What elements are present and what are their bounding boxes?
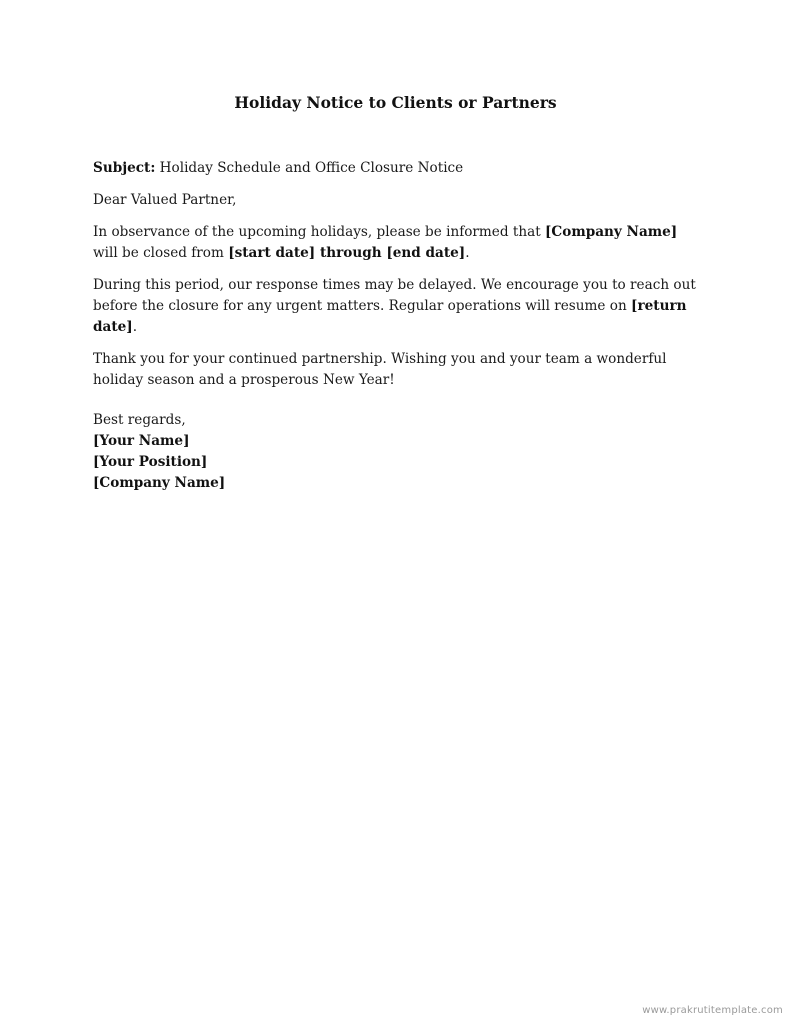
signer-company: [Company Name] xyxy=(93,475,226,491)
company-placeholder: [Company Name] xyxy=(545,224,678,240)
paragraph-closure-info xyxy=(93,222,703,264)
letter-body xyxy=(93,158,703,402)
closing-regards: Best regards, xyxy=(93,412,186,428)
subject-text: Holiday Schedule and Office Closure Notice xyxy=(155,160,464,176)
paragraph-response-times xyxy=(93,275,703,338)
signer-position: [Your Position] xyxy=(93,454,208,470)
document-title: Holiday Notice to Clients or Partners xyxy=(234,93,557,112)
paragraph-text: In observance of the upcoming holidays, please be informed that xyxy=(93,224,545,240)
salutation: Dear Valued Partner, xyxy=(93,192,237,208)
paragraph-text: During this period, our response times may be delayed. We encourage you to reach out before the closure for any urgent matters. Regular operations will resume on xyxy=(93,277,696,314)
signature-block xyxy=(93,410,225,494)
watermark-url: www.prakrutitemplate.com xyxy=(642,1005,783,1016)
paragraph-text: will be closed from xyxy=(93,245,229,261)
subject-line xyxy=(93,158,703,179)
subject-label: Subject: xyxy=(93,160,156,176)
return-date-placeholder: [return date] xyxy=(93,298,687,335)
paragraph-text: . xyxy=(132,319,138,335)
paragraph-thank-you: Thank you for your continued partnership. Wishing you and your team a wonderful holiday season and a prosperous New Year! xyxy=(93,351,667,388)
signer-name: [Your Name] xyxy=(93,433,190,449)
date-range-placeholder: [start date] through [end date] xyxy=(228,245,466,261)
paragraph-text: . xyxy=(465,245,470,261)
